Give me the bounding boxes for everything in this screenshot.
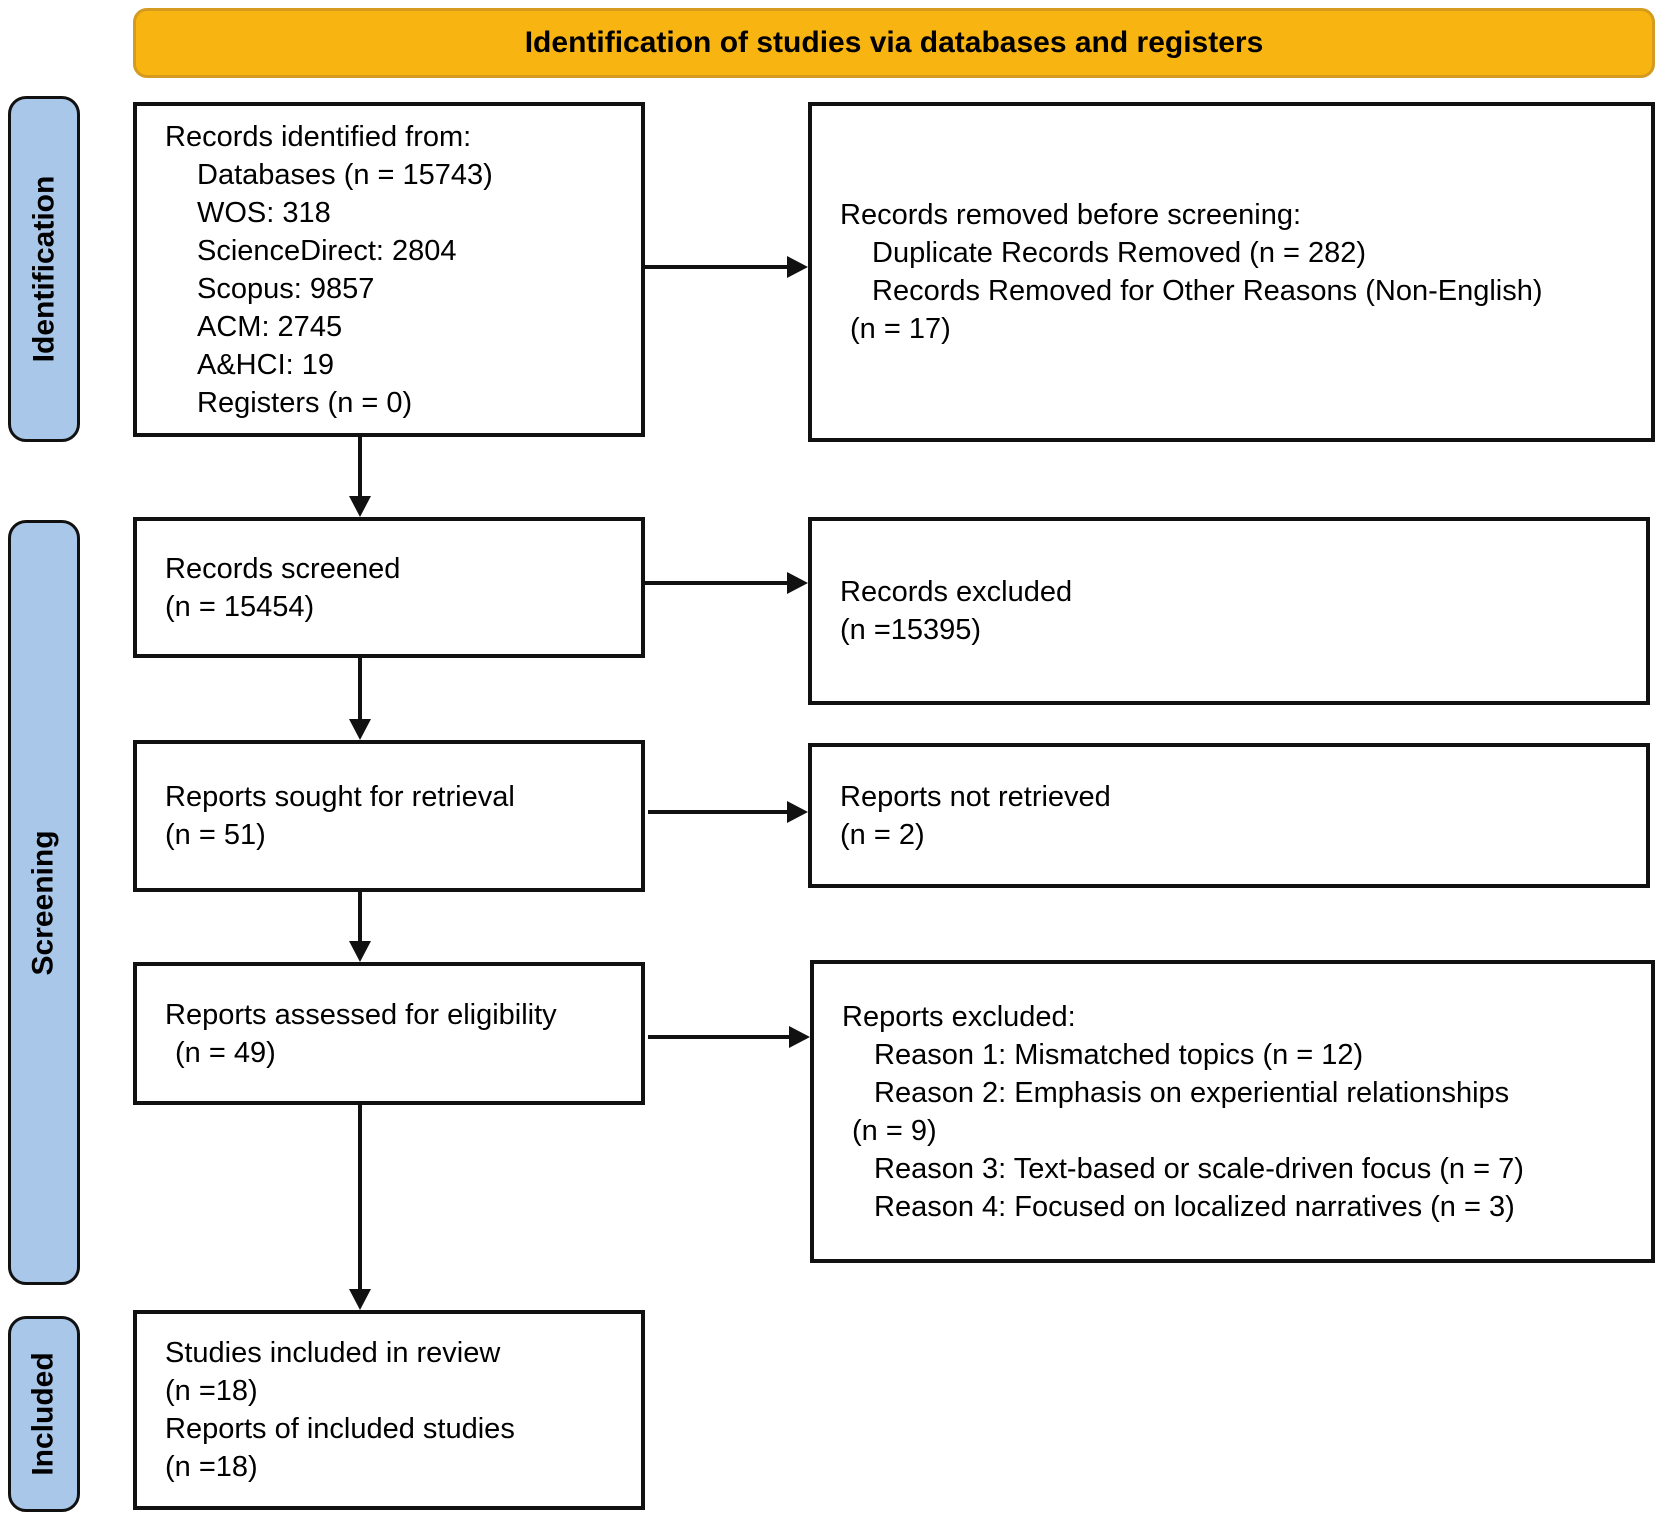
studies-included-in-review-box [133, 1310, 645, 1510]
arrow-assessed-to-reports-excluded [648, 1035, 790, 1039]
box-line: (n =15395) [840, 614, 982, 646]
arrow-screened-to-sought [358, 658, 362, 720]
stage-label-identification-text: Identification [27, 175, 61, 363]
box-line: Records removed before screening: [840, 199, 1302, 231]
box-line: Reports not retrieved [840, 780, 1111, 813]
box-line: WOS: 318 [197, 196, 331, 229]
box-line: Reason 3: Text-based or scale-driven focus (n = 7) [874, 1152, 1524, 1185]
box-line: (n = 17) [850, 313, 951, 345]
records-screened-box [133, 517, 645, 658]
box-line: Registers (n = 0) [197, 386, 413, 419]
arrow-identified-to-screened [358, 437, 362, 497]
box-line: (n = 9) [852, 1114, 937, 1147]
box-line: (n = 51) [165, 819, 266, 851]
box-line: Records identified from: [165, 120, 472, 153]
box-line: (n =18) [165, 1375, 258, 1407]
stage-label-included-text: Included [27, 1352, 60, 1476]
box-line: (n = 2) [840, 818, 925, 851]
box-line: ScienceDirect: 2804 [197, 234, 457, 267]
arrow-assessed-to-included [358, 1105, 362, 1290]
reports-excluded-box [810, 960, 1655, 1263]
box-line: (n = 15454) [165, 590, 315, 623]
stage-label-identification [8, 96, 80, 442]
reports-assessed-for-eligibility-box [133, 962, 645, 1105]
reports-sought-for-retrieval-box [133, 740, 645, 892]
box-line: Reports excluded: [842, 1000, 1076, 1033]
box-line: A&HCI: 19 [197, 348, 334, 381]
diagram-title-banner [133, 8, 1655, 78]
diagram-title: Identification of studies via databases and registers [524, 26, 1264, 59]
box-line: (n = 49) [175, 1036, 276, 1069]
box-line: Records Removed for Other Reasons (Non-English) [872, 275, 1543, 307]
box-line: Reason 4: Focused on localized narratives (n = 3) [874, 1190, 1515, 1223]
arrow-sought-to-not-retrieved [648, 810, 788, 814]
reports-not-retrieved-box [808, 743, 1650, 888]
box-line: Reports sought for retrieval [165, 781, 515, 813]
box-line: Databases (n = 15743) [197, 158, 493, 191]
records-excluded-box [808, 517, 1650, 705]
stage-label-screening-text: Screening [27, 829, 60, 976]
box-line: Duplicate Records Removed (n = 282) [872, 237, 1367, 269]
box-line: Records excluded [840, 576, 1073, 608]
box-line: ACM: 2745 [197, 310, 343, 343]
arrow-sought-to-assessed [358, 892, 362, 942]
box-line: Reports assessed for eligibility [165, 998, 557, 1031]
box-line: Reason 2: Emphasis on experiential relationships [874, 1076, 1510, 1109]
box-line: Records screened [165, 552, 401, 585]
box-line: Reason 1: Mismatched topics (n = 12) [874, 1038, 1364, 1071]
records-removed-before-screening-box [808, 102, 1655, 442]
arrow-screened-to-excluded [645, 581, 788, 585]
stage-label-included [8, 1316, 80, 1512]
box-line: Reports of included studies [165, 1413, 515, 1445]
box-line: Studies included in review [165, 1337, 501, 1369]
box-line: (n =18) [165, 1451, 258, 1483]
stage-label-screening [8, 520, 80, 1285]
arrow-identified-to-removed [645, 265, 788, 269]
box-line: Scopus: 9857 [197, 272, 375, 305]
records-identified-box [133, 102, 645, 437]
